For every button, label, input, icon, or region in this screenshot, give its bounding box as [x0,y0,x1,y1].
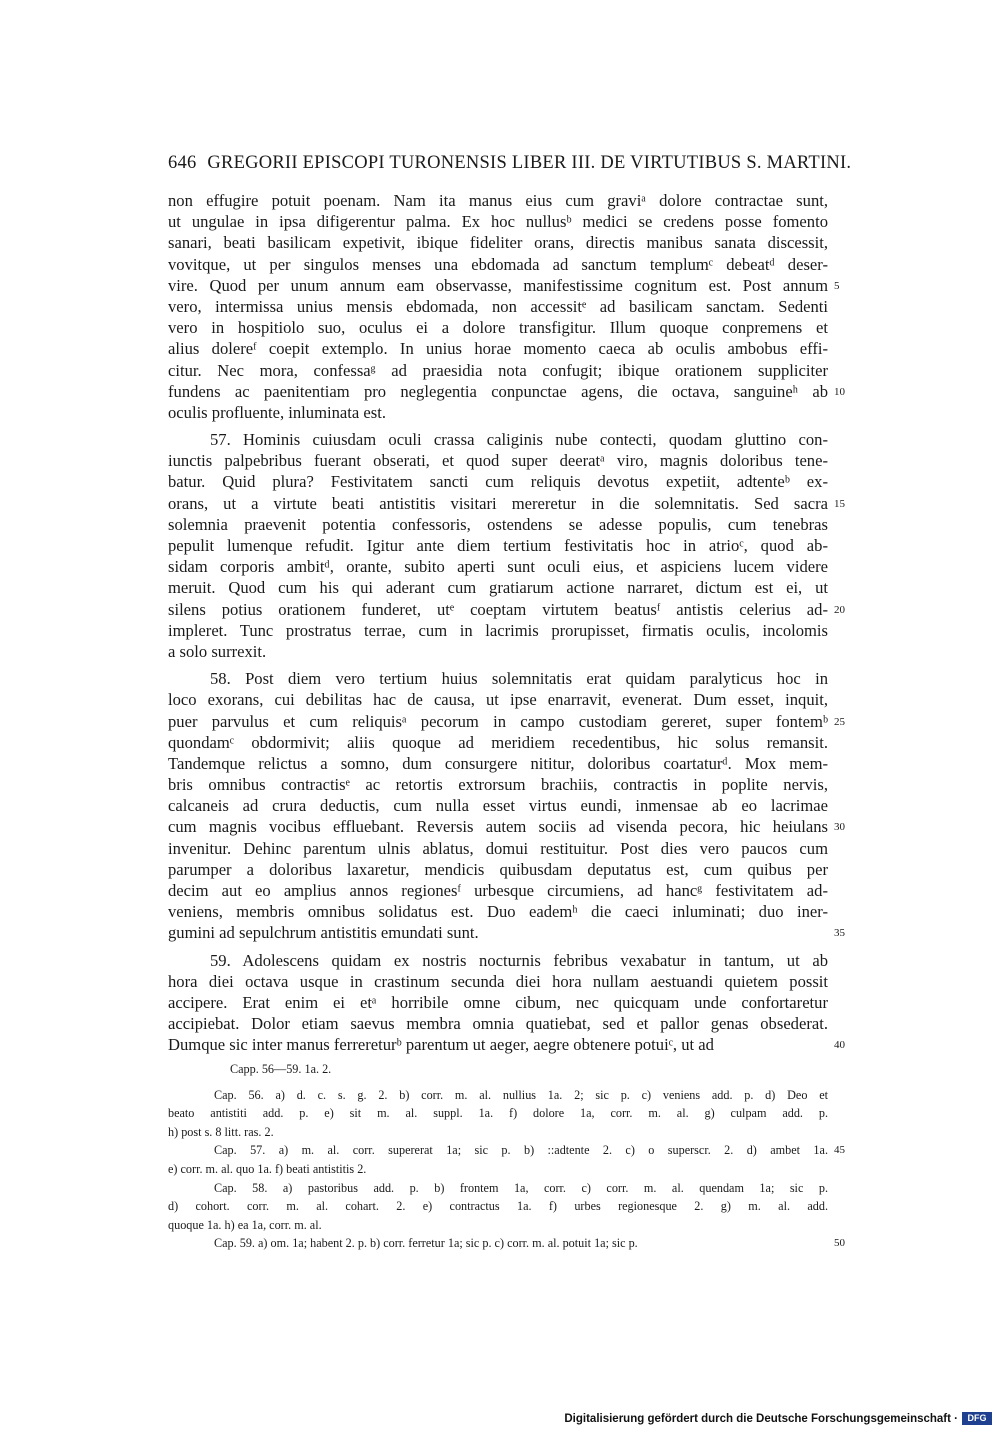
text-line: ut ungulae in ipsa difigerentur palma. Ex hoc nullusᵇ medici se credens posse fomento [168,212,828,232]
line-number: 35 [834,927,845,940]
text-line: vero, intermissa unius mensis ebdomada, non accessitᵉ ad basilicam sanctam. Sedenti [168,296,828,316]
apparatus-line: quoque 1a. h) ea 1a, corr. m. al. [168,1217,322,1232]
text-line: loco exorans, cui debilitas hac de causa, ut ipse enarravit, evenerat. Dum esset, inquit, [168,690,828,710]
text-line: non effugire potuit poenam. Nam ita manus eius cum graviᵃ dolore contractae sunt, [168,191,828,210]
running-header [168,153,852,174]
text-line: vovitque, ut per singulos menses una ebdomada ad sanctum templumᶜ debeatᵈ deser- [168,254,828,274]
text-line: orans, ut a virtute beati antistitis visitari mereretur in die solemnitatis. Sed sacra 15 [168,493,828,514]
paragraph [168,429,845,662]
text-line: gumini ad sepulchrum antistitis emundati sunt. 35 [168,922,828,943]
paragraph [168,950,845,1056]
text-line: decim aut eo amplius annos regionesᶠ urbesque circumiens, ad hancᵍ festivitatem ad- [168,881,828,900]
apparatus-line: beato antistiti add. p. e) sit m. al. suppl. 1a. f) dolore 1a, corr. m. al. g) culpam add. p. [168,1106,828,1121]
text-line: sidam corporis ambitᵈ, orante, subito aperti sunt oculi eius, et aspiciens lucem videre [168,557,828,577]
text-line: solemnia praevenit potentia confessoris, ostendens se adesse populis, cum tenebras [168,514,828,534]
apparatus-line: d) cohort. corr. m. al. cohart. 2. e) contractus 1a. f) urbes regionesque 2. g) m. al. add. [168,1199,828,1214]
text-line: quondamᶜ obdormivit; aliis quoque ad meridiem recedentibus, hic solus remansit. [168,732,828,752]
paragraph [168,668,845,943]
text-line: citur. Nec mora, confessaᵍ ad praesidia nota confugit; ibique orationem suppliciter [168,360,828,380]
text-line: veniens, membris omnibus solidatus est. Duo eademʰ die caeci inluminati; duo iner- [168,902,828,922]
text-line: bris omnibus contractisᵉ ac retortis extrorsum brachiis, contractis in poplite nervis, [168,775,828,795]
line-number: 20 [834,603,845,616]
line-number: 30 [834,821,845,834]
apparatus-heading: Capp. 56—59. 1a. 2. [230,1062,332,1076]
line-number: 10 [834,385,845,398]
text-line: vero in hospitiolo suo, oculus ei a dolore transfigitur. Illum quoque conpremens et [168,318,828,338]
text-line: parumper a doloribus laxaretur, mendicis quibusdam deputatus est, cum quibus per [168,859,828,879]
text-line: sanari, beati basilicam expetivit, ibique fideliter orans, directis manibus sanata discessit, [168,233,828,253]
text-line: meruit. Quod cum his qui aderant cum gratiarum actione narraret, dictum est ei, ut [168,578,828,598]
text-line: 58. Post diem vero tertium huius solemnitatis erat quidam paralyticus hoc in [210,669,828,689]
text-line: accipiebat. Dolor etiam saevus membra omnia quatiebat, sed et pallor genas obsederat. [168,1014,828,1034]
apparatus-line: Cap. 59. a) om. 1a; habent 2. p. b) corr. ferretur 1a; sic p. c) corr. m. al. potuit 1a; sic p. 50 [168,1234,828,1253]
text-line: alius dolereᶠ coepit extemplo. In unius horae momento caeca ab oculis ambobus effi- [168,339,828,359]
apparatus-line: Cap. 57. a) m. al. corr. supererat 1a; sic p. b) ::adtente 2. c) o superscr. 2. d) ambet 1a. 45 [168,1141,828,1160]
text-line: oculis profluente, inluminata est. [168,402,386,422]
text-line: cum magnis vocibus effluebant. Reversis autem sociis ad visenda pecora, hic heiulans 30 [168,816,828,837]
text-line: invenitur. Dehinc parentum ulnis ablatus, domui restituitur. Post dies vero paucos cum [168,838,828,858]
text-line: puer parvulus et cum reliquisᵃ pecorum in campo custodiam gereret, super fontemᵇ 25 [168,711,828,732]
apparatus-line: h) post s. 8 litt. ras. 2. [168,1124,274,1139]
footer-credit: Digitalisierung gefördert durch die Deutsche Forschungsgemeinschaft · [564,1412,958,1425]
text-line: vire. Quod per unum annum eam observasse, manifestissime cognitum est. Post annum 5 [168,275,828,296]
text-line: a solo surrexit. [168,641,267,661]
line-number: 40 [834,1039,845,1052]
line-number: 45 [834,1144,845,1157]
line-number: 25 [834,715,845,728]
footer [564,1412,992,1425]
line-number: 50 [834,1237,845,1250]
text-line: 59. Adolescens quidam ex nostris nocturnis febribus vexabatur in tantum, ut ab [210,950,828,970]
apparatus-line: Cap. 56. a) d. c. s. g. 2. b) corr. m. al. nullius 1a. 2; sic p. c) veniens add. p. d) Deo et [214,1087,828,1102]
main-text [168,190,845,1062]
apparatus-line: Cap. 58. a) pastoribus add. p. b) frontem 1a, corr. c) corr. m. al. quendam 1a; sic p. [214,1180,828,1195]
text-line: Dumque sic inter manus ferrereturᵇ parentum ut aeger, aegre obtenere potuiᶜ, ut ad 40 [168,1034,828,1055]
line-number: 15 [834,497,845,510]
apparatus-line: e) corr. m. al. quo 1a. f) beati antistitis 2. [168,1161,367,1176]
text-line: 57. Hominis cuiusdam oculi crassa caliginis nube contecti, quodam gluttino con- [210,430,828,450]
text-line: impleret. Tunc prostratus terrae, cum in lacrimis prorupisset, firmatis oculis, incolomis [168,620,828,640]
text-line: pepulit lumenque refudit. Igitur ante diem tertium festivitatis hoc in atrioᶜ, quod ab- [168,536,828,555]
paragraph [168,190,845,423]
text-line: batur. Quid plura? Festivitatem sancti cum reliquis devotus expetiit, adtenteᵇ ex- [168,472,828,492]
critical-apparatus [168,1060,845,1253]
text-line: accipere. Erat enim ei etᵃ horribile omne cibum, nec quicquam unde confortaretur [168,992,828,1012]
text-line: iunctis palpebribus fuerant obserati, et quod super deeratᵃ viro, magnis doloribus tene- [168,451,828,471]
dfg-logo-icon: DFG [962,1412,992,1425]
running-title: GREGORII EPISCOPI TURONENSIS LIBER III. DE VIRTUTIBUS S. MARTINI. [207,153,852,173]
line-number: 5 [834,279,840,292]
text-line: silens potius orationem funderet, utᵉ coeptam virtutem beatusᶠ antistis celerius ad- 20 [168,599,828,620]
text-line: fundens ac paenitentiam pro neglegentia conpunctae agens, die octava, sanguineʰ ab 10 [168,381,828,402]
text-line: Tandemque relictus a somno, dum consurgere nititur, doloribus coartaturᵈ. Mox mem- [168,753,828,773]
text-line: hora diei octava usque in crastinum secunda diei hora nullam aestuandi quietem possit [168,971,828,991]
page-number: 646 [168,153,197,173]
text-line: calcaneis ad crura deductis, cum nulla esset virtus eundi, inmensae ab eo lacrimae [168,796,828,816]
